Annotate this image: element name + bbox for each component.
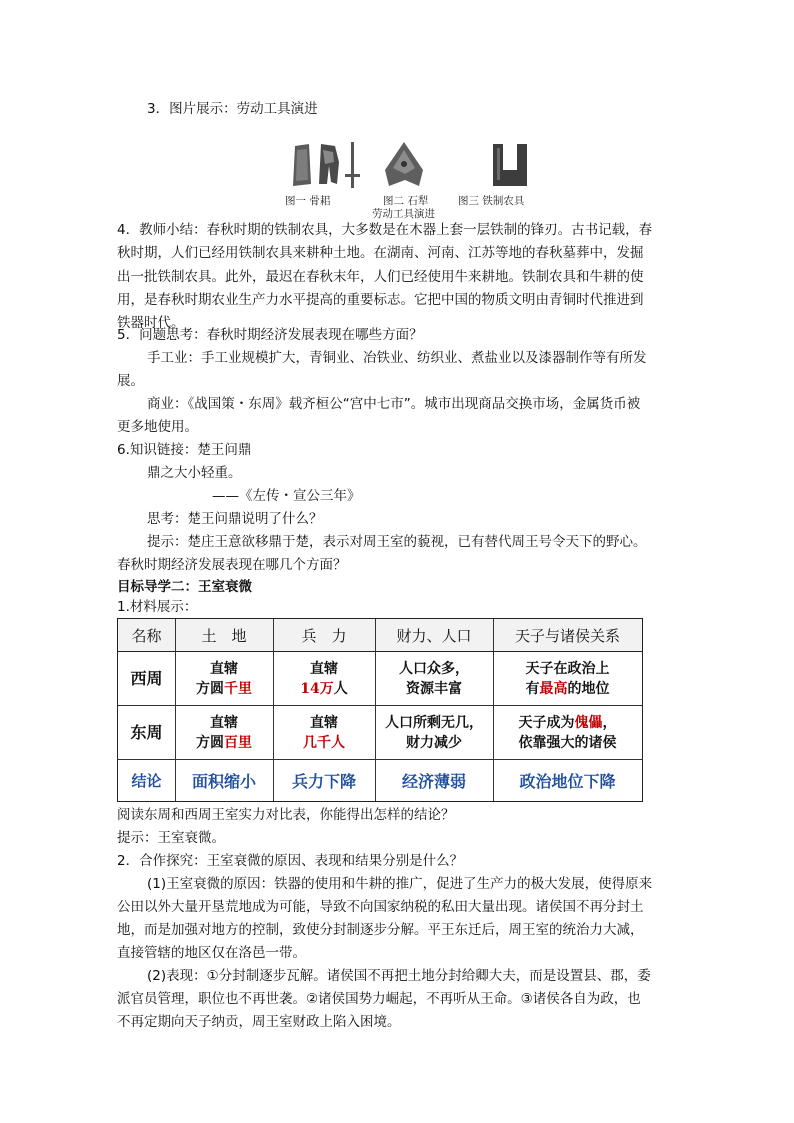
west-army-line1: 直辖 <box>310 661 338 677</box>
para6-hint: 提示：楚庄王意欲移鼎于楚，表示对周王室的藐视，已有替代周王号令天下的野心。 <box>147 534 647 550</box>
tool-images <box>283 140 543 190</box>
west-relation <box>493 659 642 699</box>
para6-source: ——《左传・宣公三年》 <box>212 488 361 504</box>
east-army <box>273 713 375 753</box>
goal2-heading: 目标导学二：王室衰微 <box>117 579 252 595</box>
para5-commerce-cont: 更多地使用。 <box>117 419 198 435</box>
west-wealth <box>375 659 493 699</box>
east-relation-line2: 依靠强大的诸侯 <box>518 735 617 751</box>
east-land-line1: 直辖 <box>210 715 238 731</box>
caption-figure1: 图一 骨耜 <box>285 195 331 207</box>
east-wealth-line2: 财力减少 <box>406 735 462 751</box>
conclusion-wealth: 经济薄弱 <box>401 772 466 791</box>
para6-heading: 6.知识链接：楚王问鼎 <box>117 442 252 458</box>
stone-plow-image <box>381 140 427 190</box>
bone-spade-image <box>287 140 369 190</box>
west-army-line2 <box>273 679 375 699</box>
west-land-value: 千里 <box>224 681 252 697</box>
east-relation-comma: ， <box>602 715 617 731</box>
row-east-zhou-name: 东周 <box>130 723 163 742</box>
para5-handicraft-cont: 展。 <box>117 373 144 389</box>
caption-figure2: 图二 石犁 <box>383 195 429 207</box>
east-relation <box>493 713 642 753</box>
para6-question: 春秋时期经济发展表现在哪几个方面？ <box>117 557 347 573</box>
section-heading-pictures: 3．图片展示：劳动工具演进 <box>147 101 318 117</box>
manifest-line2: 派官员管理，职位也不再世袭。②诸侯国势力崛起，不再听从王命。③诸侯各自为政，也 <box>117 991 641 1007</box>
header-wealth: 财力、人口 <box>396 627 472 645</box>
east-army-line1: 直辖 <box>310 715 338 731</box>
manifest-line1: (2)表现：①分封制逐步瓦解。诸侯国不再把土地分封给卿大夫，而是设置县、郡，委 <box>147 968 651 984</box>
row-west-zhou-name: 西周 <box>130 669 163 688</box>
west-land <box>175 659 273 699</box>
east-relation-line1 <box>493 713 642 733</box>
reading-question: 阅读东周和西周王室实力对比表，你能得出怎样的结论？ <box>117 807 455 823</box>
para4-line4: 用，是春秋时期农业生产力水平提高的重要标志。它把中国的物质文明由青铜时代推进到 <box>117 292 644 308</box>
conclusion-relation: 政治地位下降 <box>519 772 616 791</box>
west-relation-suffix: 的地位 <box>567 681 610 697</box>
cause-line3: 地，而是加强对地方的控制，致使分封制逐步分解。平王东迁后，周王室的统治力大减， <box>117 922 644 938</box>
para5-question: 5．问题思考：春秋时期经济发展表现在哪些方面？ <box>117 327 423 343</box>
west-relation-line1: 天子在政治上 <box>525 661 610 677</box>
para4-line1: 4．教师小结：春秋时期的铁制农具，大多数是在木器上套一层铁制的锋刃。古书记载，春 <box>117 222 653 238</box>
east-relation-prefix: 天子成为 <box>518 715 575 731</box>
conclusion-label: 结论 <box>131 772 162 790</box>
para5-handicraft: 手工业：手工业规模扩大，青铜业、冶铁业、纺织业、煮盐业以及漆器制作等有所发 <box>147 350 647 366</box>
para6-think: 思考：楚王问鼎说明了什么？ <box>147 511 323 527</box>
cause-line1: (1)王室衰微的原因：铁器的使用和牛耕的推广，促进了生产力的极大发展，使得原来 <box>147 876 653 892</box>
cooperation-question: 2．合作探究：王室衰微的原因、表现和结果分别是什么？ <box>117 853 464 869</box>
west-relation-line2 <box>493 679 642 699</box>
conclusion-land: 面积缩小 <box>191 772 256 791</box>
west-land-prefix: 方圆 <box>196 681 224 697</box>
para4-line3: 出一批铁制农具。此外，最迟在春秋末年，人们已经使用牛来耕地。铁制农具和牛耕的使 <box>117 269 644 285</box>
east-army-line2 <box>273 733 375 753</box>
west-relation-prefix: 有 <box>525 681 540 697</box>
west-army <box>273 659 375 699</box>
west-land-line2 <box>175 679 273 699</box>
para4-line5: 铁器时代。 <box>117 315 185 331</box>
header-army: 兵 力 <box>301 627 347 645</box>
caption-title: 劳动工具演进 <box>372 208 435 220</box>
para6-quote: 鼎之大小轻重。 <box>147 465 242 481</box>
header-land: 土 地 <box>201 627 247 645</box>
east-land-prefix: 方圆 <box>196 735 224 751</box>
west-wealth-line2: 资源丰富 <box>406 681 462 697</box>
east-land-value: 百里 <box>224 735 252 751</box>
iron-tool-image <box>487 140 533 190</box>
material-heading: 1.材料展示： <box>117 599 198 615</box>
west-army-unit: 人 <box>333 681 348 697</box>
para5-commerce: 商业：《战国策・东周》载齐桓公“宫中七市”。城市出现商品交换市场，金属货币被 <box>147 396 641 412</box>
para4-line2: 秋时期，人们已经用铁制农具来耕种土地。在湖南、河南、江苏等地的春秋墓葬中，发掘 <box>117 245 644 261</box>
west-land-line1: 直辖 <box>210 661 238 677</box>
header-name: 名称 <box>131 627 162 645</box>
west-relation-highlight: 最高 <box>539 681 568 697</box>
conclusion-army: 兵力下降 <box>291 772 356 791</box>
reading-hint: 提示：王室衰微。 <box>117 830 225 846</box>
east-army-value: 几千人 <box>303 735 345 751</box>
header-relation: 天子与诸侯关系 <box>514 627 620 645</box>
east-land-line2 <box>175 733 273 753</box>
west-wealth-line1: 人口众多， <box>399 661 469 677</box>
cause-line2: 公田以外大量开垦荒地成为可能，导致不向国家纳税的私田大量出现。诸侯国不再分封土 <box>117 899 644 915</box>
caption-figure3: 图三 铁制农具 <box>458 195 525 207</box>
west-army-value: 14万 <box>300 681 334 697</box>
cause-line4: 直接管辖的地区仅在洛邑一带。 <box>117 945 306 961</box>
manifest-line3: 不再定期向天子纳贡，周王室财政上陷入困境。 <box>117 1014 401 1030</box>
comparison-table <box>117 618 643 802</box>
east-wealth <box>375 713 493 753</box>
east-relation-highlight: 傀儡 <box>574 715 603 731</box>
east-land <box>175 713 273 753</box>
east-wealth-line1: 人口所剩无几， <box>385 715 483 731</box>
